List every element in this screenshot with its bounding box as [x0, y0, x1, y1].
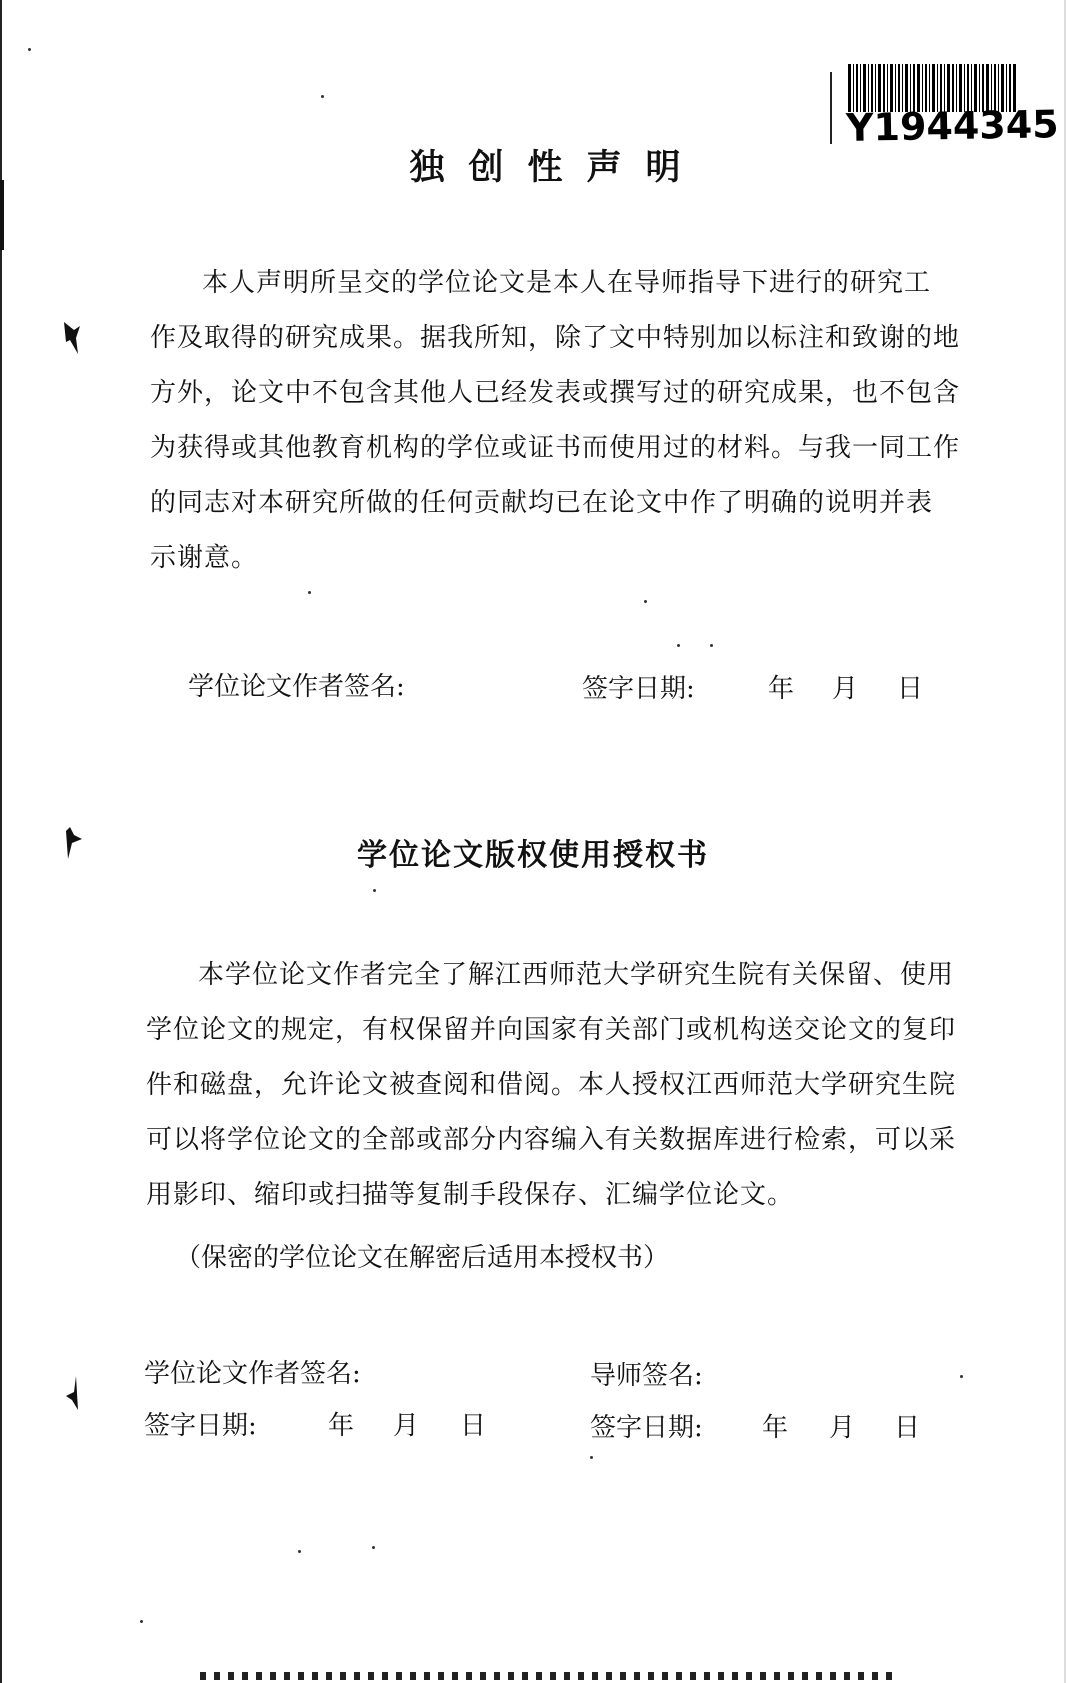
author-year-unit: 年: [328, 1411, 355, 1441]
advisor-day-unit: 日: [894, 1413, 921, 1443]
declaration-line: 本人声明所呈交的学位论文是本人在导师指导下进行的研究工: [202, 268, 932, 298]
scan-speck: [298, 1550, 301, 1553]
barcode-edge-mark: [830, 72, 832, 144]
declaration-line: 的同志对本研究所做的任何贡献均已在论文中作了明确的说明并表: [150, 488, 934, 518]
authorization-line: 用影印、缩印或扫描等复制手段保存、汇编学位论文。: [146, 1180, 795, 1210]
advisor-signature-label: 导师签名:: [590, 1361, 703, 1391]
binding-mark-icon: [62, 825, 86, 865]
declaration-title: 独创性声明: [409, 147, 705, 188]
author-month-unit: 月: [393, 1411, 420, 1441]
scan-speck: [308, 591, 311, 594]
barcode-number: Y1944345: [845, 102, 1059, 150]
authorization-author-signature-label: 学位论文作者签名:: [144, 1359, 361, 1389]
scan-speck: [960, 1375, 963, 1378]
binding-mark-icon: [62, 1374, 84, 1414]
declaration-line: 作及取得的研究成果。据我所知，除了文中特别加以标注和致谢的地: [150, 323, 961, 353]
advisor-date-label: 签字日期:: [590, 1413, 703, 1443]
authorization-line: 学位论文的规定，有权保留并向国家有关部门或机构送交论文的复印: [146, 1015, 957, 1045]
scan-speck: [590, 1456, 593, 1459]
scan-speck: [373, 889, 376, 892]
scan-speck: [28, 48, 31, 51]
scan-speck: [372, 1546, 375, 1549]
advisor-year-unit: 年: [762, 1413, 789, 1443]
scan-speck: [140, 1620, 143, 1623]
declaration-author-signature-label: 学位论文作者签名:: [188, 672, 405, 702]
declaration-date-label: 签字日期:: [582, 674, 695, 704]
authorization-title: 学位论文版权使用授权书: [357, 838, 709, 873]
confidentiality-note: （保密的学位论文在解密后适用本授权书）: [175, 1243, 670, 1273]
scan-speck: [677, 644, 680, 647]
barcode-label: [826, 60, 1059, 152]
binding-mark-icon: [60, 318, 84, 358]
authorization-line: 本学位论文作者完全了解江西师范大学研究生院有关保留、使用: [198, 960, 955, 990]
authorization-line: 件和磁盘，允许论文被查阅和借阅。本人授权江西师范大学研究生院: [146, 1070, 957, 1100]
scan-edge-shadow: [0, 180, 4, 250]
advisor-month-unit: 月: [829, 1413, 856, 1443]
scan-speck: [710, 644, 713, 647]
scan-speck: [321, 95, 324, 98]
declaration-line: 为获得或其他教育机构的学位或证书而使用过的材料。与我一同工作: [150, 433, 961, 463]
declaration-line: 方外，论文中不包含其他人已经发表或撰写过的研究成果，也不包含: [150, 378, 961, 408]
scan-bottom-artifact: [200, 1672, 900, 1680]
declaration-line: 示谢意。: [150, 543, 259, 573]
scan-speck: [644, 600, 647, 603]
declaration-year-unit: 年: [768, 674, 795, 704]
declaration-month-unit: 月: [832, 674, 859, 704]
authorization-author-date-label: 签字日期:: [144, 1411, 257, 1441]
author-day-unit: 日: [460, 1411, 487, 1441]
declaration-day-unit: 日: [897, 674, 924, 704]
authorization-line: 可以将学位论文的全部或部分内容编入有关数据库进行检索，可以采: [146, 1125, 957, 1155]
